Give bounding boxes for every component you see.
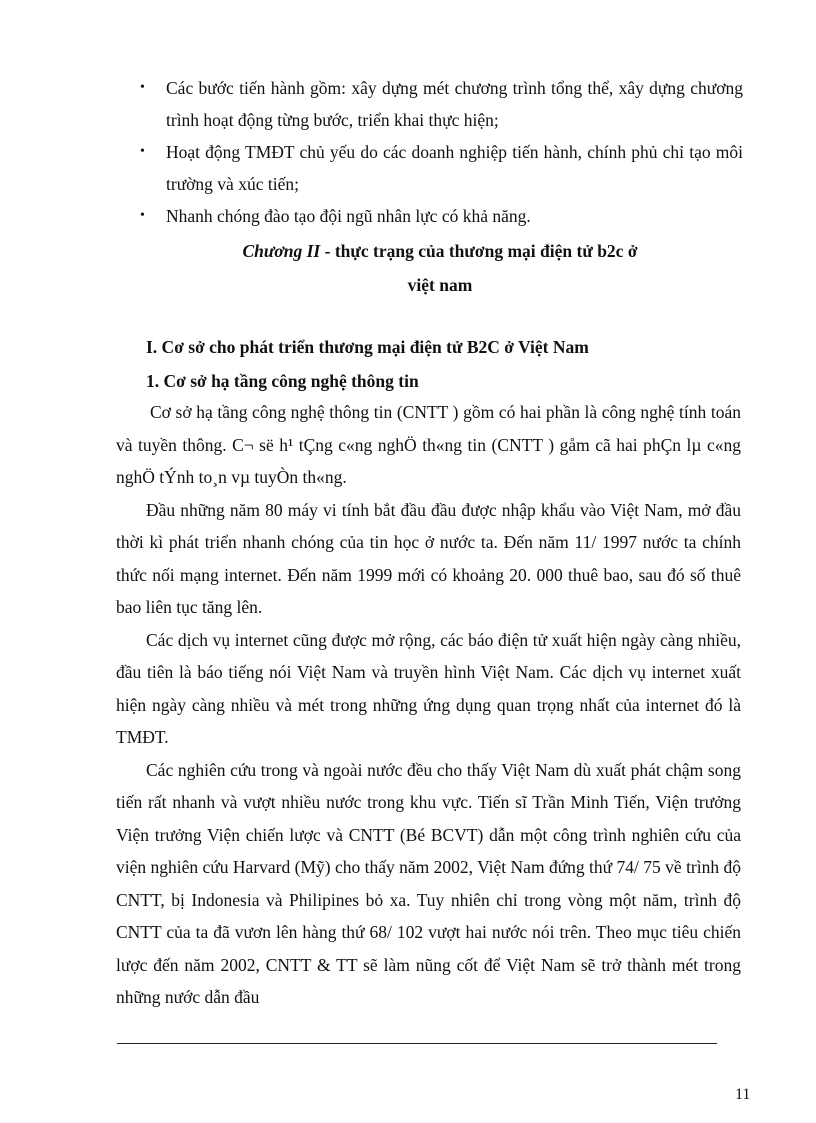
paragraph: Các nghiên cứu trong và ngoài nước đều cho thấy Việt Nam dù xuất phát chậm song tiến rất nhanh và vượt nhiều nước trong khu vực. Tiến sĩ Trần Minh Tiến, Viện trưởng Viện trưởng Viện chiến lược và CNTT (Bé BCVT) dẫn một công trình nghiên cứu của viện nghiên cứu Harvard (Mỹ) cho thấy năm 2002, Việt Nam đứng thứ 74/ 75 về trình độ CNTT, bị Indonesia và Philipines bỏ xa. Tuy nhiên chỉ trong vòng một năm, trình độ CNTT của ta đã vươn lên hàng thứ 68/ 102 vượt hai nước nói trên. Theo mục tiêu chiến lược đến năm 2002, CNTT & TT sẽ làm nũng cốt để Việt Nam sẽ trở thành mét trong những nước dẫn đầu bbox=[116, 759, 741, 1007]
subsection-heading: 1. Cơ sở hạ tầng công nghệ thông tin bbox=[146, 371, 419, 391]
chapter-title-line2: việt nam bbox=[407, 275, 473, 295]
bullet-text: Nhanh chóng đào tạo đội ngũ nhân lực có khả năng. bbox=[166, 206, 531, 226]
chapter-title-line1: thực trạng của thương mại điện tử b2c ở bbox=[334, 241, 638, 261]
paragraph: Cơ sở hạ tầng công nghệ thông tin (CNTT ) gồm có hai phần là công nghệ tính toán và tuyền thông. C¬ së h¹ tÇng c«ng nghÖ th«ng tin (CNTT ) gåm cã hai phÇn lµ c«ng nghÖ tÝnh to¸n vµ tuyÒn th«ng. bbox=[116, 402, 741, 487]
bullet-item bbox=[138, 136, 743, 200]
bullet-item bbox=[138, 72, 743, 136]
paragraph: Các dịch vụ internet cũng được mở rộng, các báo điện tử xuất hiện ngày càng nhiều, đầu tiên là báo tiếng nói Việt Nam và truyền hình Việt Nam. Các dịch vụ internet xuất hiện ngày càng nhiều và mét trong những ứng dụng quan trọng nhất của internet đó là TMĐT. bbox=[116, 629, 741, 747]
bullet-icon: • bbox=[140, 208, 145, 223]
chapter-label: Chương II bbox=[242, 241, 321, 261]
body-text bbox=[116, 396, 741, 1014]
chapter-title bbox=[140, 234, 740, 302]
section-heading: I. Cơ sở cho phát triển thương mại điện tử B2C ở Việt Nam bbox=[146, 337, 589, 357]
page-number: 11 bbox=[735, 1086, 751, 1103]
bullet-list bbox=[138, 72, 743, 232]
bullet-item bbox=[138, 200, 743, 232]
footer-divider bbox=[117, 1043, 717, 1044]
bullet-text: Hoạt động TMĐT chủ yếu do các doanh nghiệp tiến hành, chính phủ chỉ tạo môi trường và xúc tiến; bbox=[166, 142, 743, 194]
chapter-separator: - bbox=[320, 241, 335, 261]
paragraph: Đầu những năm 80 máy vi tính bắt đầu đầu được nhập khẩu vào Việt Nam, mở đầu thời kì phát triển nhanh chóng của tin học ở nước ta. Đến năm 11/ 1997 nước ta chính thức nối mạng internet. Đến năm 1999 mới có khoảng 20. 000 thuê bao, sau đó số thuê bao liên tục tăng lên. bbox=[116, 499, 741, 617]
bullet-icon: • bbox=[140, 144, 145, 159]
bullet-icon: • bbox=[140, 80, 145, 95]
bullet-text: Các bước tiến hành gồm: xây dựng mét chương trình tổng thể, xây dựng chương trình hoạt động từng bước, triển khai thực hiện; bbox=[166, 78, 743, 130]
